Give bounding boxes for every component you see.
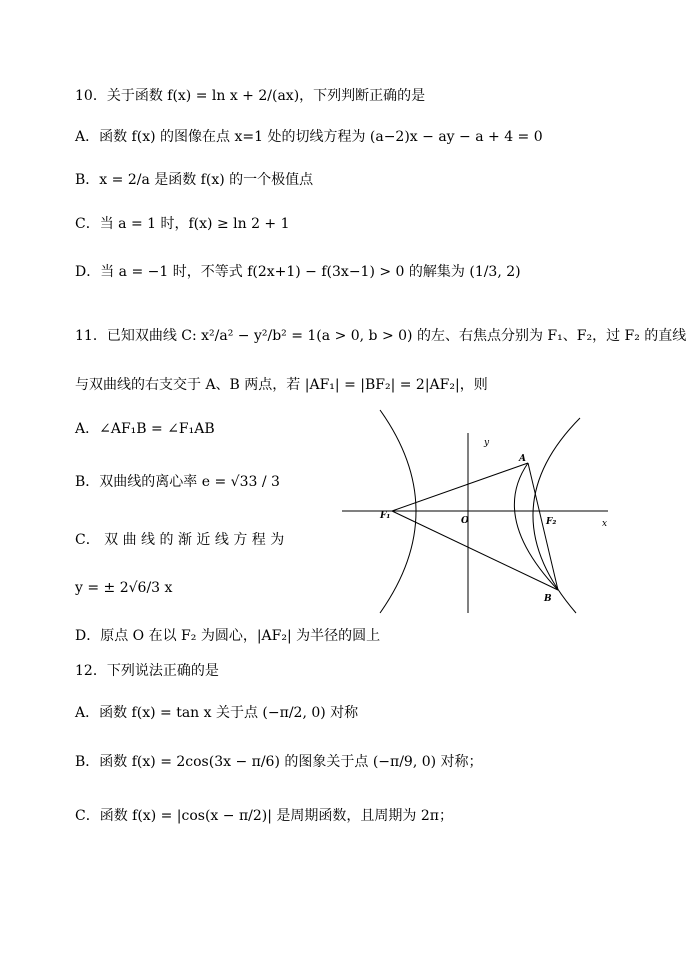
label-f1: F₁: [380, 511, 391, 521]
q10-option-b: B．x = 2/a 是函数 f(x) 的一个极值点: [75, 172, 314, 188]
label-f2: F₂: [546, 517, 557, 527]
q11-stem-line1: 11．已知双曲线 C: x²/a² − y²/b² = 1(a > 0, b > 0) 的左、右焦点分别为 F₁、F₂，过 F₂ 的直线: [75, 328, 687, 344]
q11-stem-line2: 与双曲线的右支交于 A、B 两点，若 |AF₁| = |BF₂| = 2|AF₂|，则: [75, 377, 488, 393]
q12-option-a: A．函数 f(x) = tan x 关于点 (−π/2, 0) 对称: [75, 705, 359, 721]
hyperbola-figure: [340, 408, 620, 616]
label-x: x: [602, 519, 608, 529]
segment-f1-a: [392, 463, 528, 511]
label-b: B: [544, 594, 552, 604]
label-a: A: [519, 454, 526, 464]
q10-stem: 10．关于函数 f(x) = ln x + 2/(ax)，下列判断正确的是: [75, 88, 426, 104]
q11-option-b: B．双曲线的离心率 e = √33 / 3: [75, 474, 280, 490]
label-origin: O: [461, 516, 469, 526]
q11-option-d: D．原点 O 在以 F₂ 为圆心，|AF₂| 为半径的圆上: [75, 628, 381, 644]
q10-option-d: D．当 a = −1 时，不等式 f(2x+1) − f(3x−1) > 0 的解集为 (1/3, 2): [75, 264, 521, 280]
q10-option-c: C．当 a = 1 时，f(x) ≥ ln 2 + 1: [75, 216, 290, 232]
q11-option-c: C． 双 曲 线 的 渐 近 线 方 程 为: [75, 532, 285, 548]
q12-stem: 12．下列说法正确的是: [75, 663, 219, 679]
label-y: y: [484, 438, 490, 448]
q10-option-a: A．函数 f(x) 的图像在点 x=1 处的切线方程为 (a−2)x − ay − a + 4 = 0: [75, 129, 543, 145]
q12-option-c: C．函数 f(x) = |cos(x − π/2)| 是周期函数，且周期为 2π；: [75, 808, 453, 824]
q12-option-b: B．函数 f(x) = 2cos(3x − π/6) 的图象关于点 (−π/9, 0) 对称；: [75, 754, 483, 770]
q11-option-c-formula: y = ± 2√6/3 x: [75, 580, 173, 596]
q11-option-a: A．∠AF₁B = ∠F₁AB: [75, 421, 215, 437]
